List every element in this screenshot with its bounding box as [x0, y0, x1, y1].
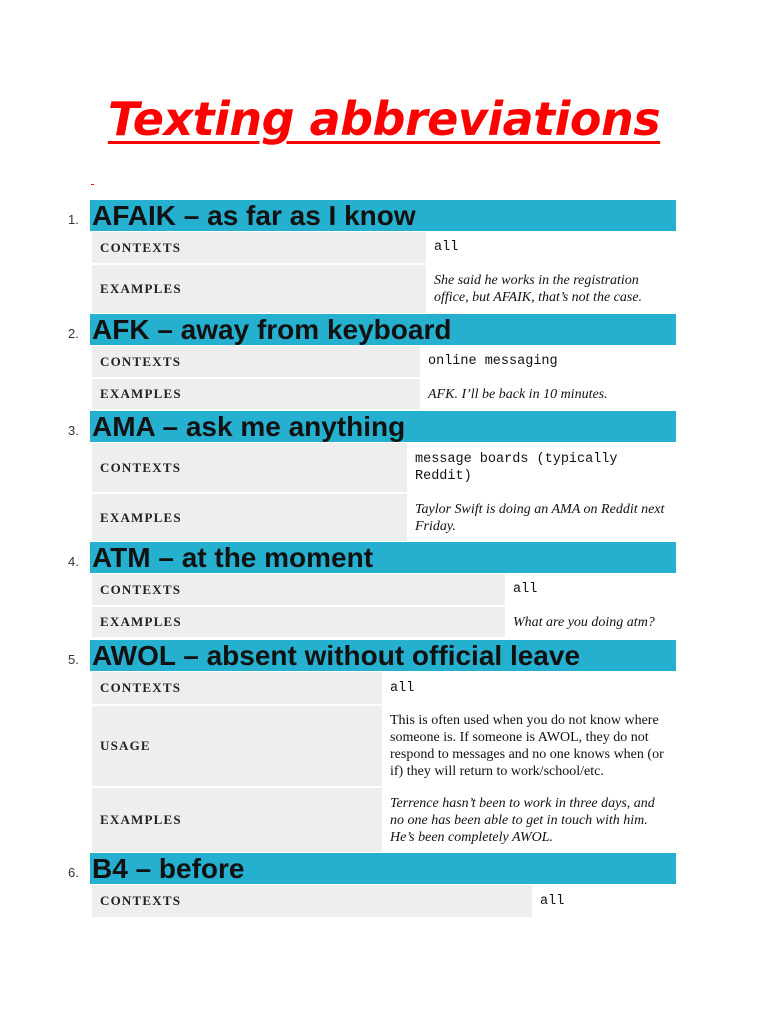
- table-row: [92, 706, 676, 786]
- table-row: [92, 672, 676, 704]
- row-label: EXAMPLES: [92, 788, 382, 852]
- row-label: CONTEXTS: [92, 346, 420, 377]
- row-value: This is often used when you do not know where someone is. If someone is AWOL, they do not respond to messages and no one knows when (or if) they will return to work/school/etc.: [390, 713, 664, 779]
- entry-heading-awol: [68, 640, 676, 671]
- table-row: [92, 607, 676, 637]
- entry-heading-text: AFK – away from keyboard: [92, 313, 452, 345]
- row-label: EXAMPLES: [92, 379, 420, 409]
- row-value: AFK. I’ll be back in 10 minutes.: [428, 386, 608, 402]
- stray-mark: [91, 184, 94, 185]
- row-value: all: [540, 893, 565, 909]
- table-row: [92, 265, 676, 313]
- row-value: all: [390, 680, 415, 696]
- entry-table-afk: [92, 344, 676, 411]
- page-title: Texting abbreviations: [107, 92, 661, 146]
- row-label: EXAMPLES: [92, 265, 426, 313]
- entry-table-atm: [92, 572, 676, 639]
- row-value: message boards (typically Reddit): [415, 451, 618, 484]
- entry-number: 2.: [68, 326, 79, 341]
- row-label: CONTEXTS: [92, 443, 407, 492]
- table-row: [92, 379, 676, 409]
- table-row: [92, 885, 676, 917]
- table-row: [92, 443, 676, 492]
- entry-number: 6.: [68, 865, 79, 880]
- row-label: CONTEXTS: [92, 232, 426, 263]
- row-value: She said he works in the registration office, but AFAIK, that’s not the case.: [434, 273, 643, 305]
- row-label: CONTEXTS: [92, 672, 382, 704]
- entry-heading-text: B4 – before: [92, 852, 245, 884]
- entry-heading-text: AFAIK – as far as I know: [92, 199, 416, 231]
- entry-number: 5.: [68, 652, 79, 667]
- table-row: [92, 494, 676, 541]
- row-value: Taylor Swift is doing an AMA on Reddit next Friday.: [415, 501, 665, 534]
- entry-number: 1.: [68, 212, 79, 227]
- entry-heading-text: ATM – at the moment: [92, 541, 374, 573]
- table-row: [92, 788, 676, 852]
- entry-heading-afaik: [68, 200, 676, 231]
- row-label: CONTEXTS: [92, 574, 505, 605]
- row-value: Terrence hasn’t been to work in three days, and no one has been able to get in touch with him. He’s been completely AWOL.: [390, 795, 655, 845]
- entry-heading-text: AMA – ask me anything: [92, 410, 406, 442]
- entry-heading-ama: [68, 411, 676, 442]
- row-value: What are you doing atm?: [513, 614, 655, 630]
- entry-table-ama: [92, 441, 676, 543]
- entry-table-awol: [92, 670, 676, 854]
- table-row: [92, 346, 676, 377]
- table-row: [92, 574, 676, 605]
- row-label: EXAMPLES: [92, 494, 407, 541]
- row-label: CONTEXTS: [92, 885, 532, 917]
- entry-heading-afk: [68, 314, 676, 345]
- table-row: [92, 232, 676, 263]
- row-label: USAGE: [92, 706, 382, 786]
- row-value: all: [513, 582, 538, 597]
- row-value: online messaging: [428, 354, 558, 369]
- entry-table-afaik: [92, 230, 676, 315]
- row-value: all: [434, 240, 459, 255]
- entry-table-b4: [92, 883, 676, 919]
- entry-heading-text: AWOL – absent without official leave: [92, 639, 581, 671]
- entry-number: 3.: [68, 423, 79, 438]
- entry-number: 4.: [68, 554, 79, 569]
- entry-heading-b4: [68, 853, 676, 884]
- entry-heading-atm: [68, 542, 676, 573]
- row-label: EXAMPLES: [92, 607, 505, 637]
